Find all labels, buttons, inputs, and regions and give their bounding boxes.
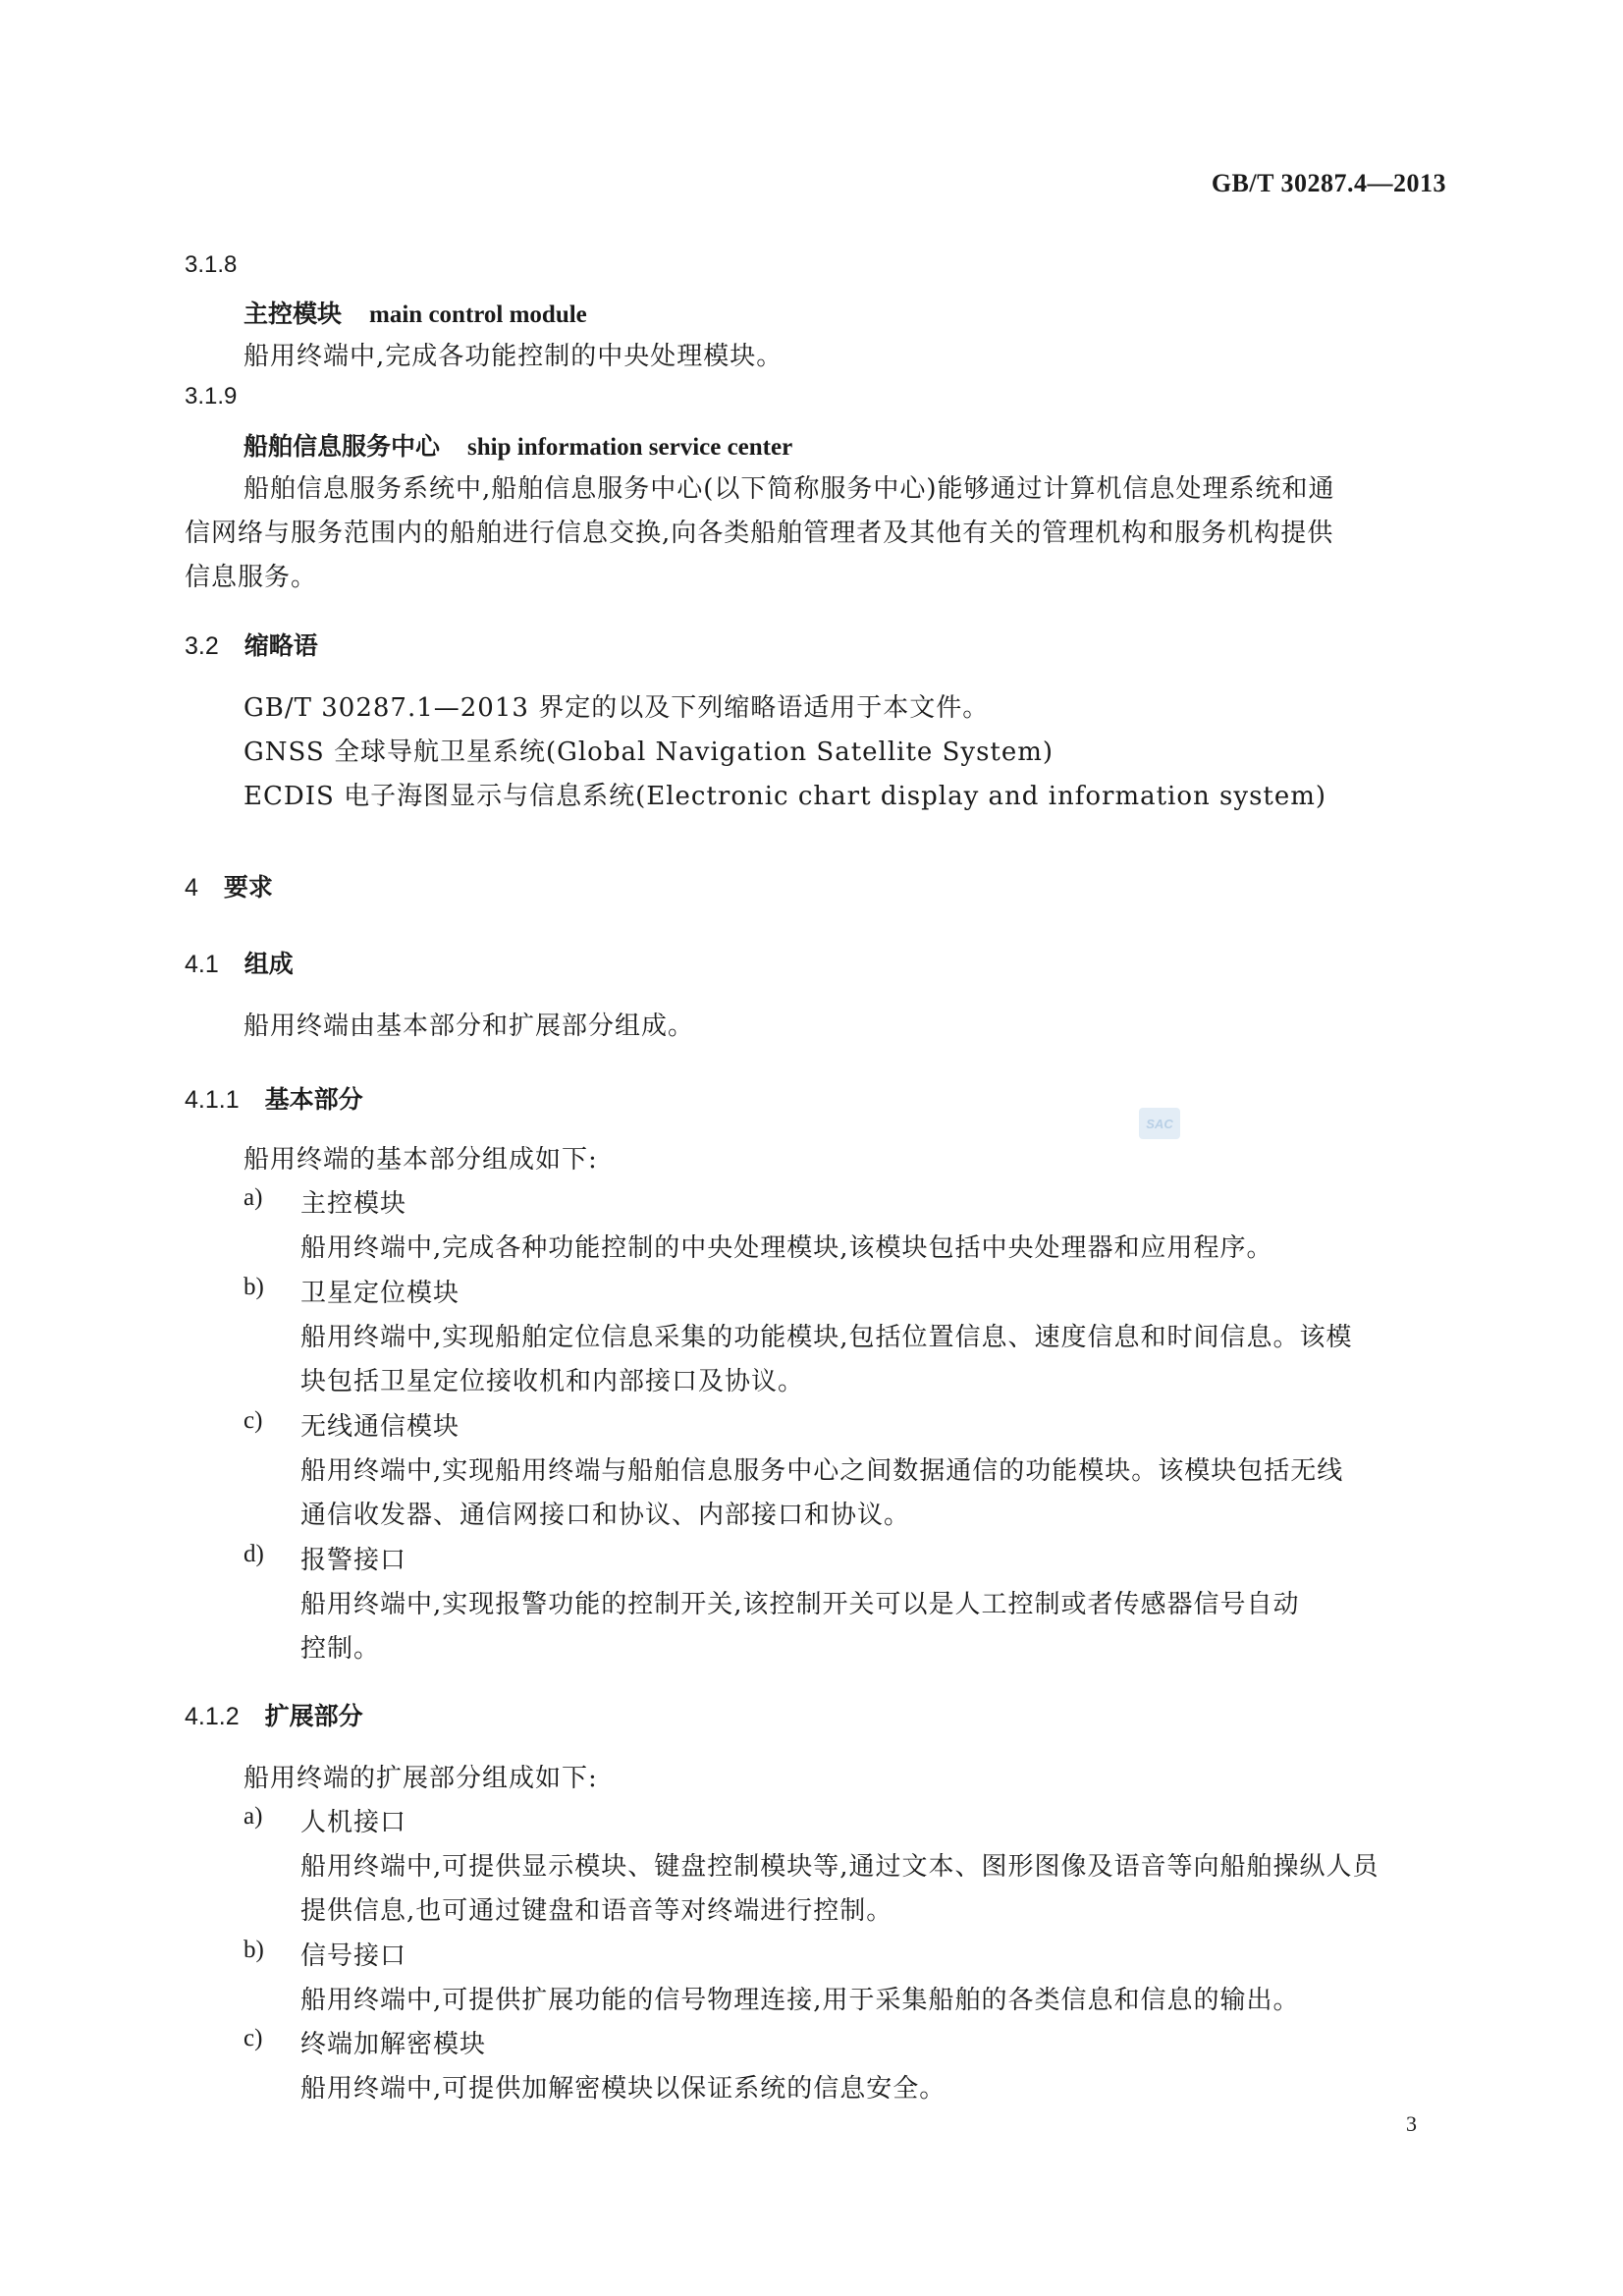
list-marker: a) xyxy=(243,1184,263,1211)
list-item-label: 终端加解密模块 xyxy=(300,2030,487,2059)
list-item-text: 通信收发器、通信网接口和协议、内部接口和协议。 xyxy=(300,1501,911,1530)
list-item-text: 船用终端中,可提供扩展功能的信号物理连接,用于采集船舶的各类信息和信息的输出。 xyxy=(300,1986,1300,2015)
list-marker: b) xyxy=(243,1274,264,1300)
heading-title: 基本部分 xyxy=(264,1085,363,1114)
heading-4-1-2 xyxy=(185,1697,363,1732)
clause-number-3-1-8: 3.1.8 xyxy=(185,251,238,278)
heading-number: 4.1 xyxy=(185,951,219,978)
definition-line: 船舶信息服务系统中,船舶信息服务中心(以下简称服务中心)能够通过计算机信息处理系统和通 xyxy=(243,474,1335,504)
heading-3-2 xyxy=(185,627,318,662)
heading-4 xyxy=(185,868,273,903)
heading-number: 3.2 xyxy=(185,632,219,660)
heading-title: 组成 xyxy=(243,950,294,978)
list-item-label: 卫星定位模块 xyxy=(300,1279,460,1308)
term-english: main control module xyxy=(369,301,587,328)
list-item-text: 提供信息,也可通过键盘和语音等对终端进行控制。 xyxy=(300,1896,893,1926)
term-chinese: 船舶信息服务中心 xyxy=(243,432,441,461)
term-ship-information-service-center xyxy=(243,427,792,463)
list-marker: c) xyxy=(243,1407,263,1434)
sac-watermark-logo xyxy=(1139,1108,1180,1139)
list-item-text: 船用终端中,完成各种功能控制的中央处理模块,该模块包括中央处理器和应用程序。 xyxy=(300,1233,1273,1263)
definition-text: 船用终端中,完成各功能控制的中央处理模块。 xyxy=(243,342,784,371)
list-item-text: 船用终端中,可提供显示模块、键盘控制模块等,通过文本、图形图像及语音等向船舶操纵人员 xyxy=(300,1852,1380,1882)
paragraph-text: 船用终端由基本部分和扩展部分组成。 xyxy=(243,1011,695,1041)
list-item-label: 信号接口 xyxy=(300,1941,407,1971)
heading-number: 4.1.1 xyxy=(185,1086,240,1114)
list-item-text: 控制。 xyxy=(300,1634,381,1664)
list-item-label: 无线通信模块 xyxy=(300,1412,460,1442)
sac-watermark-text: SAC xyxy=(1146,1117,1173,1131)
list-item-text: 船用终端中,实现船用终端与船舶信息服务中心之间数据通信的功能模块。该模块包括无线 xyxy=(300,1456,1344,1486)
list-intro: 船用终端的基本部分组成如下: xyxy=(243,1145,598,1175)
heading-title: 要求 xyxy=(223,873,273,902)
heading-4-1-1 xyxy=(185,1080,363,1116)
heading-number: 4 xyxy=(185,874,198,902)
list-item-label: 报警接口 xyxy=(300,1546,407,1575)
page-number: 3 xyxy=(1406,2111,1417,2136)
list-item-text: 船用终端中,可提供加解密模块以保证系统的信息安全。 xyxy=(300,2074,947,2104)
abbreviation-intro: GB/T 30287.1—2013 界定的以及下列缩略语适用于本文件。 xyxy=(243,693,990,723)
clause-number-3-1-9: 3.1.9 xyxy=(185,383,238,410)
standard-code: GB/T 30287.4—2013 xyxy=(1211,169,1446,197)
list-intro: 船用终端的扩展部分组成如下: xyxy=(243,1764,598,1793)
list-marker: a) xyxy=(243,1803,263,1830)
list-item-text: 船用终端中,实现报警功能的控制开关,该控制开关可以是人工控制或者传感器信号自动 xyxy=(300,1590,1300,1619)
term-chinese: 主控模块 xyxy=(243,300,343,328)
term-english: ship information service center xyxy=(467,434,793,461)
definition-line: 信网络与服务范围内的船舶进行信息交换,向各类船舶管理者及其他有关的管理机构和服务机构提供 xyxy=(185,519,1334,548)
term-main-control-module xyxy=(243,295,587,330)
list-item-label: 主控模块 xyxy=(300,1189,407,1219)
heading-4-1 xyxy=(185,945,294,980)
heading-title: 扩展部分 xyxy=(264,1702,363,1730)
list-item-text: 块包括卫星定位接收机和内部接口及协议。 xyxy=(300,1367,805,1396)
abbreviation-item: ECDIS 电子海图显示与信息系统(Electronic chart display and information system) xyxy=(243,782,1327,811)
list-marker: c) xyxy=(243,2025,263,2051)
list-item-label: 人机接口 xyxy=(300,1808,407,1837)
definition-line: 信息服务。 xyxy=(185,563,318,592)
heading-title: 缩略语 xyxy=(243,631,318,660)
abbreviation-item: GNSS 全球导航卫星系统(Global Navigation Satellite System) xyxy=(243,738,1055,767)
list-marker: b) xyxy=(243,1937,264,1963)
list-marker: d) xyxy=(243,1541,264,1567)
heading-number: 4.1.2 xyxy=(185,1703,240,1730)
list-item-text: 船用终端中,实现船舶定位信息采集的功能模块,包括位置信息、速度信息和时间信息。该模 xyxy=(300,1323,1353,1352)
